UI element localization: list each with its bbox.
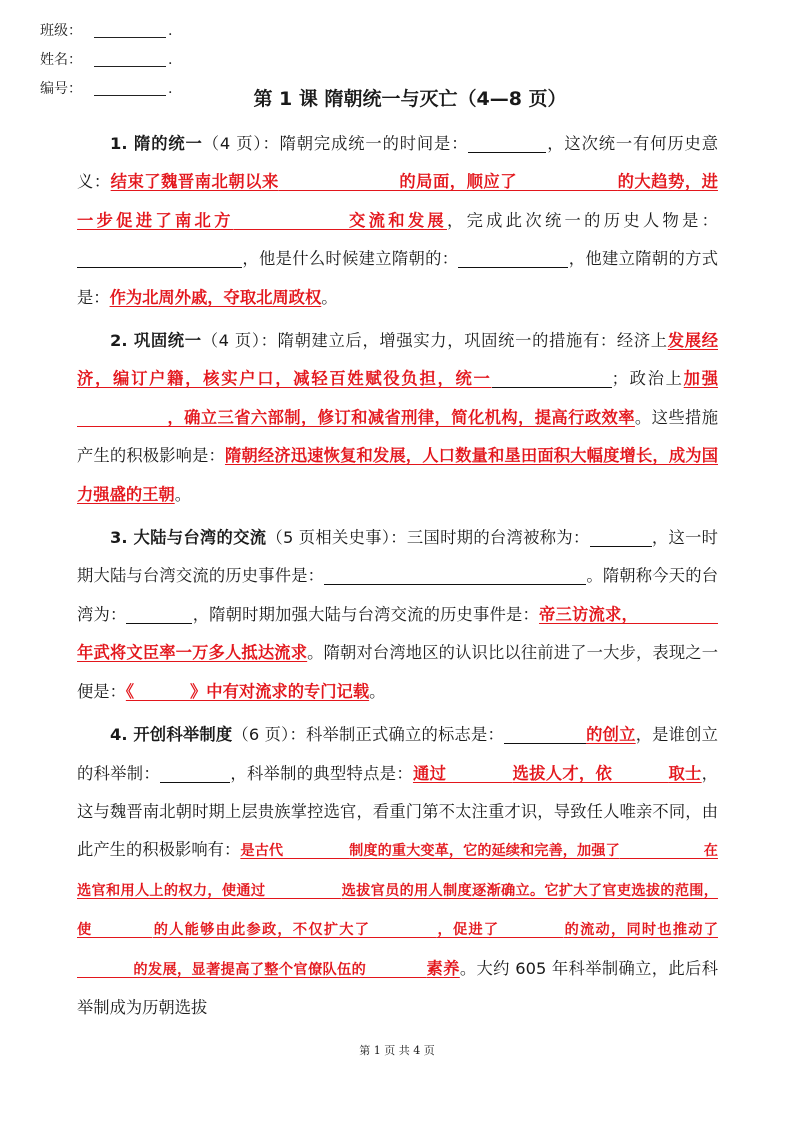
name-field: 姓名： . xyxy=(40,52,173,68)
blank-taiwan-name-sanguo[interactable] xyxy=(590,530,652,547)
blank-red[interactable] xyxy=(279,174,399,191)
page-footer: 第 1 页 共 4 页 xyxy=(359,1044,435,1057)
number-label: 编号： xyxy=(40,81,82,97)
blank-red[interactable] xyxy=(77,960,133,977)
blank-red[interactable] xyxy=(620,842,704,859)
blank-keju-founder[interactable] xyxy=(160,765,230,782)
blank-red[interactable] xyxy=(265,881,341,898)
section-2: 2. 巩固统一（4 页）：隋朝建立后，增强实力，巩固统一的措施有：经济上发展经济，编订户籍，核实户口，减轻百姓赋役负担，统一 ；政治上加强，确立三省六部制，修订和减省刑律，简化机构，提高行政效率。这些措施产生的积极影响是：隋朝经济迅速恢复和发展，人口数量和垦田面积大幅度增长，成为国力强盛的王朝。 xyxy=(77,331,718,504)
blank-red[interactable] xyxy=(499,921,563,938)
page-title: 第 1 课 隋朝统一与灭亡（4—8 页） xyxy=(253,88,567,110)
blank-founding-time[interactable] xyxy=(458,251,568,268)
blank-red[interactable] xyxy=(517,174,617,191)
blank-red[interactable] xyxy=(366,960,426,977)
class-label: 班级： xyxy=(40,23,82,39)
blank-red[interactable] xyxy=(234,213,346,230)
blank-unify-time[interactable] xyxy=(468,136,546,153)
blank-red[interactable] xyxy=(77,410,167,427)
section-3-heading: 3. 大陆与台湾的交流 xyxy=(110,528,267,548)
blank-taiwan-name-sui[interactable] xyxy=(126,607,192,624)
section-1: 1. 隋的统一（4 页）：隋朝完成统一的时间是： ，这次统一有何历史意义：结束了魏晋南北朝以来 的局面，顺应了 的大趋势，进一步促进了南北方 交流和发展，完成此次统一的历史人物是：，他是什么时候建立隋朝的： ，他建立隋朝的方式是：作为北周外戚，夺取北周政权。 xyxy=(77,134,718,307)
section-4-heading: 4. 开创科举制度 xyxy=(110,725,233,745)
blank-red[interactable] xyxy=(283,842,349,859)
blank-red[interactable] xyxy=(92,921,152,938)
number-field: 编号： . xyxy=(40,81,173,97)
blank-economy[interactable] xyxy=(492,371,612,388)
section-2-heading: 2. 巩固统一 xyxy=(110,331,202,351)
blank-red[interactable] xyxy=(134,683,190,700)
worksheet-content xyxy=(77,125,718,1027)
blank-red[interactable] xyxy=(612,765,668,782)
blank-exchange-event[interactable] xyxy=(324,568,586,585)
section-1-heading: 1. 隋的统一 xyxy=(110,134,203,153)
blank-person[interactable] xyxy=(77,251,242,268)
name-label: 姓名： xyxy=(40,52,82,68)
blank-red[interactable] xyxy=(370,921,436,938)
name-blank[interactable] xyxy=(94,52,166,67)
section-4: 4. 开创科举制度（6 页）：科举制正式确立的标志是： 的创立，是谁创立的科举制： ，科举制的典型特点是：通过 选拔人才，依 取士，这与魏晋南北朝时期上层贵族掌控选官，看重门第不太注重才识，导致任人唯亲不同，由此产生的积极影响有：是古代 制度的重大变革，它的延续和完善，加强了 在选官和用人上的权力，使通过 选拔官员的用人制度逐渐确立。它扩大了官吏选拔的范围，使 的人能够由此参政，不仅扩大了 ，促进了 的流动，同时也推动了的发展，显著提高了整个官僚队伍的 素养。大约 605 年科举制确立，此后科举制成为历朝选拔 xyxy=(77,725,718,1017)
class-field: 班级： . xyxy=(40,23,173,39)
section-3: 3. 大陆与台湾的交流（5 页相关史事）：三国时期的台湾被称为： ，这一时期大陆与台湾交流的历史事件是： 。隋朝称今天的台湾为： ，隋朝时期加强大陆与台湾交流的历史事件是：帝三访流求，年武将文臣率一万多人抵达流求。隋朝对台湾地区的认识比以往前进了一大步，表现之一便是：《 》中有对流求的专门记载。 xyxy=(77,528,718,701)
blank-red[interactable] xyxy=(446,765,512,782)
blank-red[interactable] xyxy=(638,607,718,624)
class-blank[interactable] xyxy=(94,23,166,38)
blank-keju-sign[interactable] xyxy=(504,727,586,744)
